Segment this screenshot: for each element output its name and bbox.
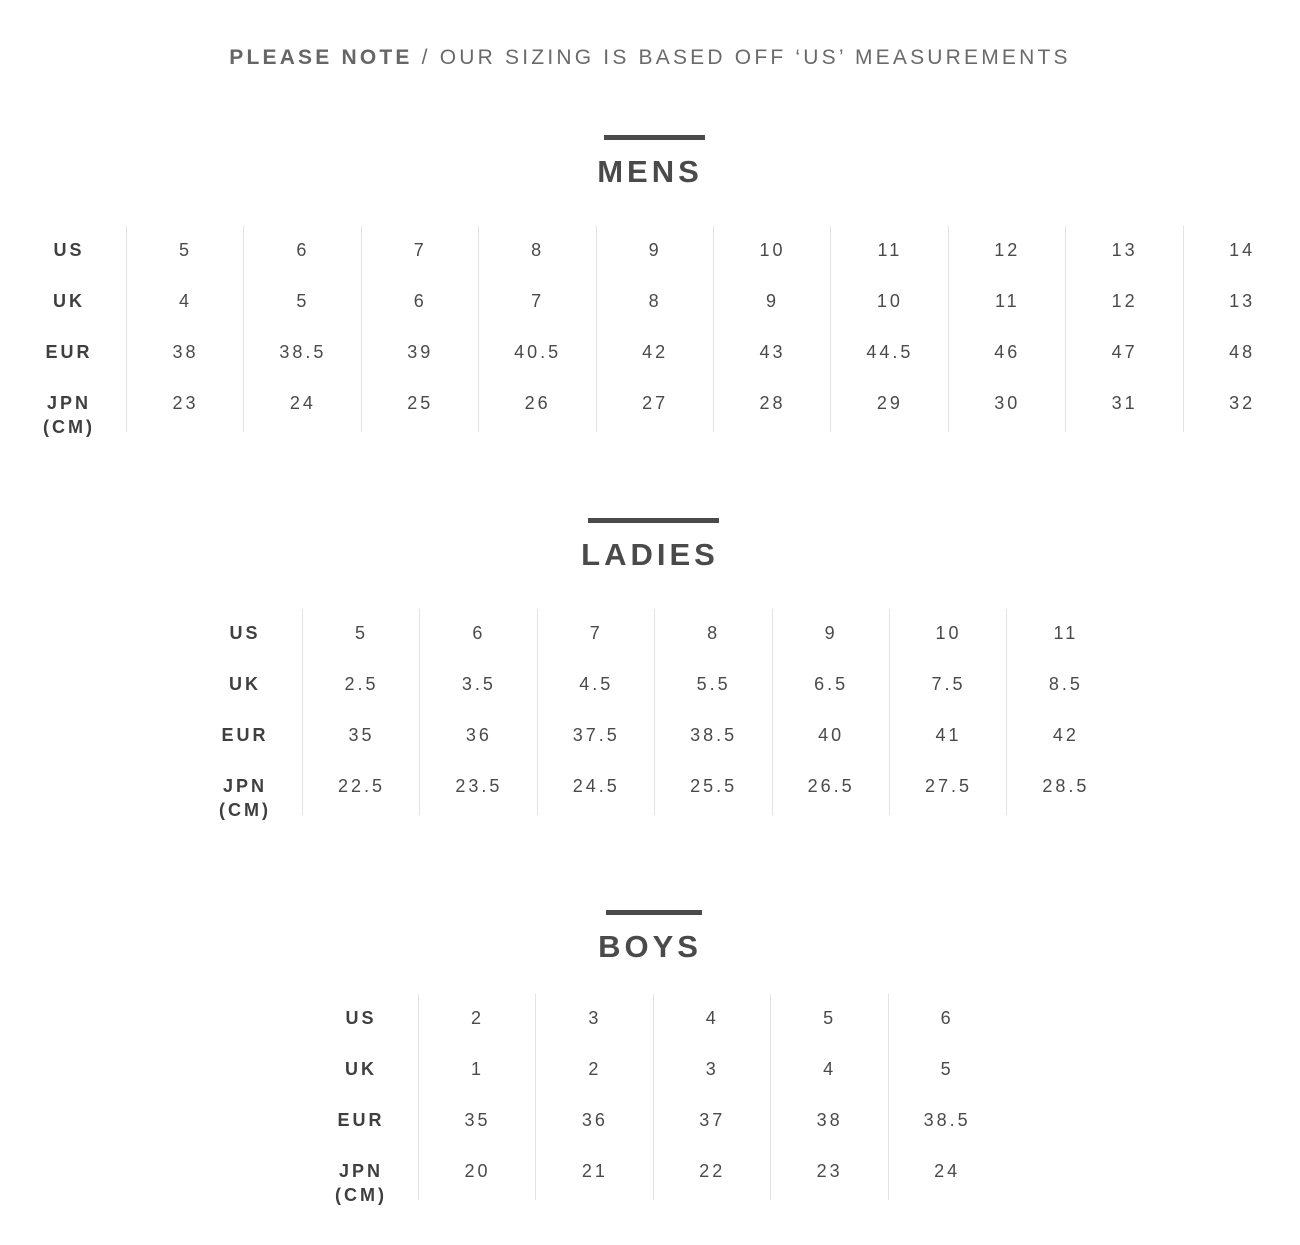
size-cell: 48 xyxy=(1229,342,1256,362)
size-cell: 39 xyxy=(407,342,434,362)
section-title-mens xyxy=(0,155,1300,189)
size-cell: 3.5 xyxy=(461,674,496,694)
size-cell: 24 xyxy=(934,1161,961,1181)
size-cell: 4 xyxy=(705,1008,719,1028)
size-column xyxy=(478,226,596,432)
size-cell: 6.5 xyxy=(814,674,849,694)
size-cell: 41 xyxy=(935,725,962,745)
size-cell: 7.5 xyxy=(931,674,966,694)
size-column xyxy=(948,226,1066,432)
size-cell: 26 xyxy=(524,393,551,413)
size-cell: 44.5 xyxy=(866,342,914,362)
size-cell: 38.5 xyxy=(923,1110,971,1130)
section-title-text-mens: MENS xyxy=(597,154,703,189)
size-cell: 13 xyxy=(1229,291,1256,311)
size-cell: 3 xyxy=(588,1008,602,1028)
size-cell: 9 xyxy=(765,291,779,311)
size-cell: 40 xyxy=(818,725,845,745)
size-cell: 12 xyxy=(1111,291,1138,311)
size-cell: 36 xyxy=(581,1110,608,1130)
section-title-ladies xyxy=(0,538,1300,572)
size-cell: 32 xyxy=(1229,393,1256,413)
size-cell: 47 xyxy=(1111,342,1138,362)
size-column xyxy=(772,609,890,815)
size-cell: 5.5 xyxy=(696,674,731,694)
size-column xyxy=(1183,226,1300,432)
size-cell: 8 xyxy=(707,623,721,643)
size-cell: 40.5 xyxy=(514,342,562,362)
sizing-note-emphasis: PLEASE NOTE xyxy=(229,46,413,69)
size-cell: 6 xyxy=(413,291,427,311)
size-column xyxy=(653,994,771,1200)
row-label-uk: UK xyxy=(229,674,261,694)
size-cell: 3 xyxy=(705,1059,719,1079)
size-cell: 11 xyxy=(994,291,1020,311)
size-column xyxy=(126,226,244,432)
size-cell: 42 xyxy=(642,342,669,362)
title-bar-boys xyxy=(606,910,702,915)
size-cell: 10 xyxy=(876,291,903,311)
size-cell: 38 xyxy=(172,342,199,362)
size-cell: 5 xyxy=(940,1059,954,1079)
size-cell: 24.5 xyxy=(572,776,620,796)
size-table-boys xyxy=(319,994,1009,1205)
row-label-eur: EUR xyxy=(337,1110,385,1130)
size-column xyxy=(770,994,888,1200)
section-title-boys xyxy=(0,930,1300,964)
size-cell: 38.5 xyxy=(690,725,738,745)
size-cell: 8 xyxy=(531,240,545,260)
size-cell: 5 xyxy=(354,623,368,643)
size-cell: 25.5 xyxy=(690,776,738,796)
size-column xyxy=(596,226,714,432)
size-column xyxy=(654,609,772,815)
size-cell: 4.5 xyxy=(579,674,614,694)
title-bar-ladies xyxy=(588,518,719,523)
size-column xyxy=(243,226,361,432)
row-label-us: US xyxy=(345,1008,377,1028)
size-column xyxy=(1006,609,1124,815)
size-cell: 23 xyxy=(172,393,199,413)
size-cell: 23.5 xyxy=(455,776,503,796)
size-column xyxy=(419,609,537,815)
size-column xyxy=(361,226,479,432)
size-cell: 4 xyxy=(823,1059,837,1079)
size-cell: 46 xyxy=(994,342,1021,362)
size-cell: 37 xyxy=(699,1110,726,1130)
sizing-note-text: / OUR SIZING IS BASED OFF ‘US’ MEASUREMENTS xyxy=(412,46,1071,69)
size-cell: 13 xyxy=(1111,240,1138,260)
size-cell: 22.5 xyxy=(337,776,386,796)
title-bar-mens xyxy=(604,135,705,140)
sizing-note xyxy=(0,46,1300,70)
size-cell: 26.5 xyxy=(807,776,855,796)
row-label-uk: UK xyxy=(53,291,85,311)
row-label-jpn: JPN (CM) xyxy=(219,776,271,820)
size-cell: 5 xyxy=(296,291,310,311)
size-cell: 1 xyxy=(470,1059,484,1079)
row-label-jpn: JPN (CM) xyxy=(43,393,95,437)
size-cell: 35 xyxy=(464,1110,491,1130)
section-title-text-ladies: LADIES xyxy=(581,537,719,572)
size-cell: 6 xyxy=(940,1008,954,1028)
size-cell: 10 xyxy=(759,240,786,260)
size-cell: 27 xyxy=(642,393,669,413)
row-label-eur: EUR xyxy=(221,725,269,745)
size-column xyxy=(1065,226,1183,432)
size-cell: 4 xyxy=(178,291,192,311)
size-cell: 43 xyxy=(759,342,786,362)
size-table-mens xyxy=(27,226,1282,437)
size-table-ladies xyxy=(203,609,1123,820)
size-cell: 5 xyxy=(823,1008,837,1028)
size-cell: 6 xyxy=(296,240,310,260)
size-cell: 23 xyxy=(816,1161,843,1181)
size-column xyxy=(713,226,831,432)
size-cell: 8.5 xyxy=(1048,674,1083,694)
size-cell: 12 xyxy=(994,240,1021,260)
size-cell: 11 xyxy=(877,240,903,260)
size-cell: 37.5 xyxy=(572,725,620,745)
size-cell: 35 xyxy=(348,725,375,745)
size-cell: 9 xyxy=(824,623,838,643)
size-cell: 20 xyxy=(464,1161,491,1181)
size-cell: 38 xyxy=(816,1110,843,1130)
size-cell: 29 xyxy=(876,393,903,413)
size-column xyxy=(535,994,653,1200)
size-column xyxy=(888,994,1006,1200)
size-cell: 8 xyxy=(648,291,662,311)
row-label-us: US xyxy=(53,240,85,260)
size-column xyxy=(302,609,420,815)
size-cell: 24 xyxy=(289,393,316,413)
size-cell: 42 xyxy=(1052,725,1079,745)
size-cell: 28 xyxy=(759,393,786,413)
size-column xyxy=(537,609,655,815)
size-cell: 5 xyxy=(178,240,192,260)
size-cell: 6 xyxy=(472,623,486,643)
size-cell: 9 xyxy=(648,240,662,260)
size-cell: 2 xyxy=(470,1008,484,1028)
size-cell: 2 xyxy=(588,1059,602,1079)
size-cell: 7 xyxy=(589,623,603,643)
size-cell: 2.5 xyxy=(344,674,379,694)
size-cell: 27.5 xyxy=(924,776,973,796)
size-cell: 25 xyxy=(407,393,434,413)
size-cell: 30 xyxy=(994,393,1021,413)
size-cell: 21 xyxy=(581,1161,608,1181)
row-label-eur: EUR xyxy=(45,342,93,362)
size-column xyxy=(418,994,536,1200)
size-column xyxy=(830,226,948,432)
size-cell: 11 xyxy=(1053,623,1079,643)
size-cell: 28.5 xyxy=(1042,776,1090,796)
size-cell: 10 xyxy=(935,623,962,643)
size-cell: 38.5 xyxy=(279,342,327,362)
size-column xyxy=(889,609,1007,815)
size-cell: 7 xyxy=(531,291,545,311)
size-cell: 31 xyxy=(1111,393,1138,413)
section-title-text-boys: BOYS xyxy=(598,929,702,964)
size-cell: 22 xyxy=(699,1161,726,1181)
size-cell: 7 xyxy=(413,240,427,260)
size-cell: 36 xyxy=(465,725,492,745)
row-label-jpn: JPN (CM) xyxy=(335,1161,387,1205)
size-cell: 14 xyxy=(1229,240,1256,260)
row-label-us: US xyxy=(229,623,261,643)
row-label-uk: UK xyxy=(345,1059,377,1079)
